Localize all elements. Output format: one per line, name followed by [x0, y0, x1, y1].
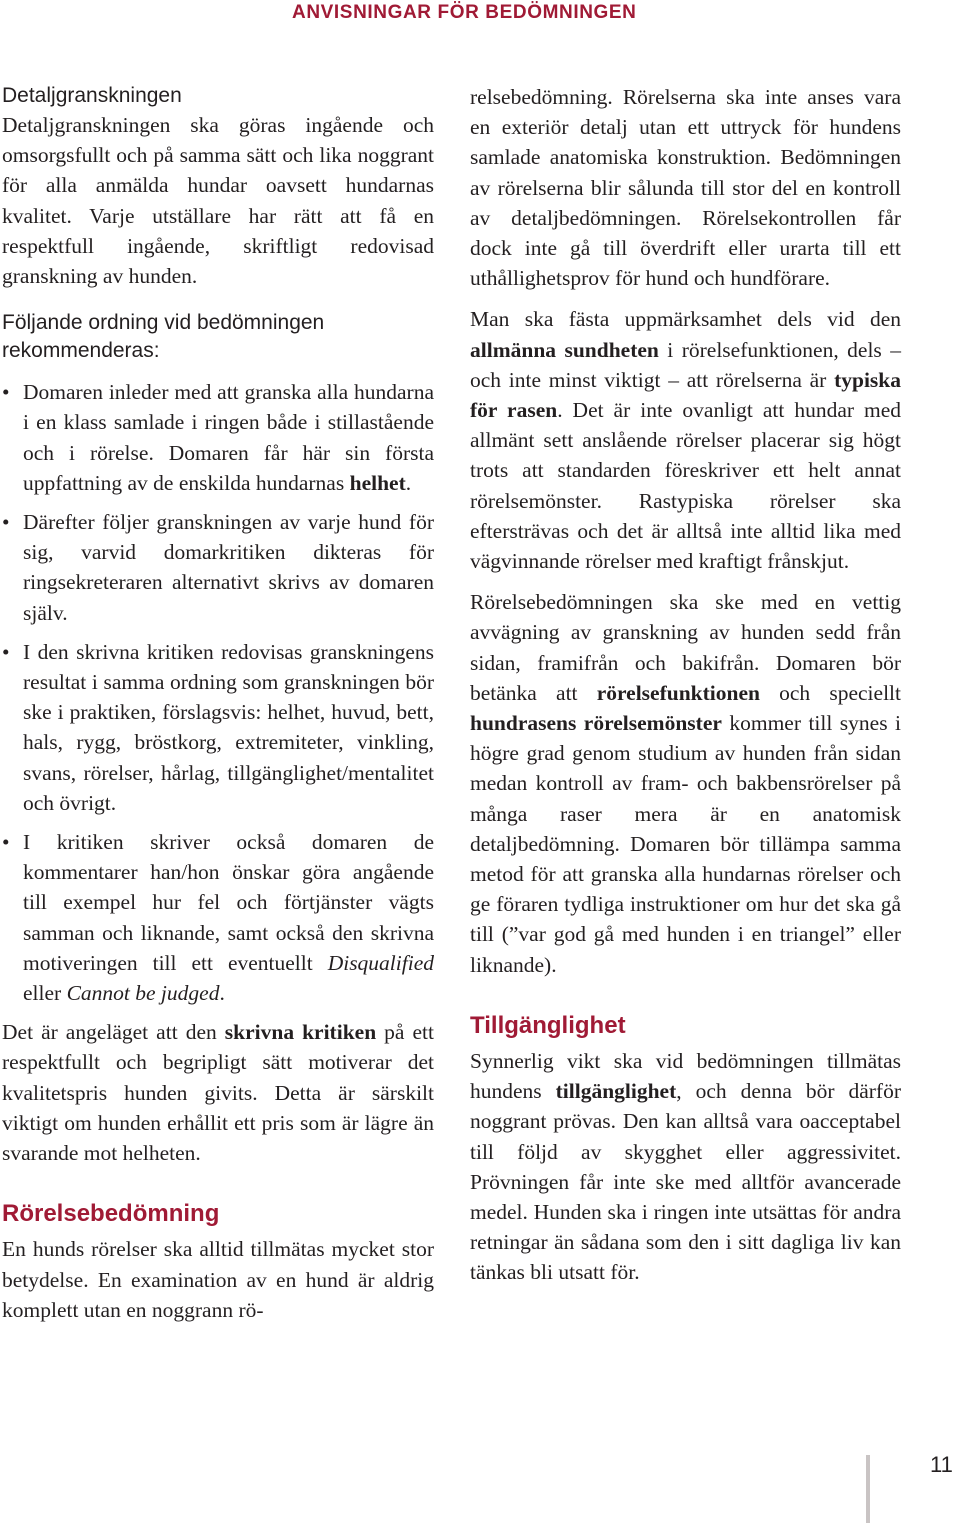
movement-intro: En hunds rörelser ska alltid tillmätas mycket stor betydelse. En examination av en hund är aldrig komplett utan en noggrann rö- — [2, 1237, 434, 1322]
running-header: ANVISNINGAR FÖR BEDÖMNINGEN — [292, 2, 637, 23]
order-heading: Följande ordning vid bedömningen rekommenderas: — [2, 311, 325, 363]
detail-paragraph: Detaljgranskningen ska göras ingående och omsorgsfullt och på samma sätt och lika noggrant för alla anmälda hundar oavsett hundarnas kvalitet. Varje utställare har rätt att få en respektfull ingående, skriftligt redovisad granskning av hunden. — [2, 113, 434, 289]
list-item: • Därefter följer granskningen av varje hund för sig, varvid domarkritiken dikteras för ringsekreteraren alternativt skrivs av domaren själv. — [2, 507, 434, 628]
list-item: • I kritiken skriver också domaren de kommentarer han/hon önskar göra angående till exempel hur fel och förtjänster vägts samman och liknande, samt också den skrivna motiveringen till ett eventuellt Disqualified eller Cannot be judged. — [2, 827, 434, 1008]
accessibility-paragraph: Synnerlig vikt ska vid bedömningen tillmätas hundens tillgänglighet, och denna bör därför noggrant prövas. Den kan alltså vara oacceptabel till följd av skygghet eller aggressivitet. Prövningen får inte ske med alltför avancerade medel. Hunden ska i ringen inte utsättas för andra retningar än sådana som den i sitt dagliga liv kan tänkas bli utsatt för. — [470, 1048, 901, 1285]
left-column — [2, 82, 434, 1325]
page-number: 11 — [930, 1452, 953, 1477]
detail-heading: Detaljgranskningen — [2, 84, 182, 107]
bullet-list — [2, 377, 434, 1008]
written-critique-paragraph: Det är angeläget att den skrivna kritiken på ett respektfullt och begripligt sätt motiverar det kvalitetspris hunden givits. Detta är särskilt viktigt om hunden erhållit ett pris som är lägre än svarande mot helheten. — [2, 1020, 434, 1166]
footer-rule — [866, 1455, 870, 1523]
accessibility-heading: Tillgänglighet — [470, 1011, 626, 1039]
right-column — [470, 82, 901, 1288]
movement-heading: Rörelsebedömning — [2, 1200, 220, 1228]
movement-paragraph-2: Man ska fästa uppmärksamhet dels vid den allmänna sundheten i rörelsefunktionen, dels – och inte minst viktigt – att rörelserna är typiska för rasen. Det är inte ovanligt att hundar med allmänt sett anslående rörelser placerar sig högt trots att standarden föreskriver ett helt annat rörelsemönster. Rastypiska rörelser ska eftersträvas och det är alltså inte alltid lika med vägvinnande rörelser med kraftigt frånskjut. — [470, 307, 902, 574]
movement-paragraph-1: relsebedömning. Rörelserna ska inte anses vara en exteriör detalj utan ett uttryck för hundens samlade anatomiska konstruktion. Bedömningen av rörelserna blir sålunda till stor del en kontroll av detaljbedömningen. Rörelsekontrollen får dock inte gå till överdrift eller urarta till ett uthållighetsprov för hund och hundförare. — [470, 85, 901, 291]
list-item: • Domaren inleder med att granska alla hundarna i en klass samlade i ringen både i stillastående och i rörelse. Domaren får här sin första uppfattning av de enskilda hundarnas helhet. — [2, 377, 434, 498]
list-item: • I den skrivna kritiken redovisas granskningens resultat i samma ordning som granskningen bör ske i praktiken, förslagsvis: helhet, huvud, bett, hals, rygg, bröstkorg, extremiteter, vinkling, svans, rörelser, hårlag, tillgänglighet/mentalitet och övrigt. — [2, 637, 434, 818]
movement-paragraph-3: Rörelsebedömningen ska ske med en vettig avvägning av granskning av hunden sedd från sidan, framifrån och bakifrån. Domaren bör betänka att rörelsefunktionen och speciellt hundrasens rörelsemönster kommer till synes i högre grad genom studium av hunden från sidan medan kontroll av fram- och bakbensrörelser på många raser mera är en anatomisk detaljbedömning. Domaren bör tillämpa samma metod för att granska alla hundarnas rörelser och ge föraren tydliga instruktioner om hur det ska gå till (”var god gå med hunden i en triangel” eller liknande). — [470, 590, 901, 977]
